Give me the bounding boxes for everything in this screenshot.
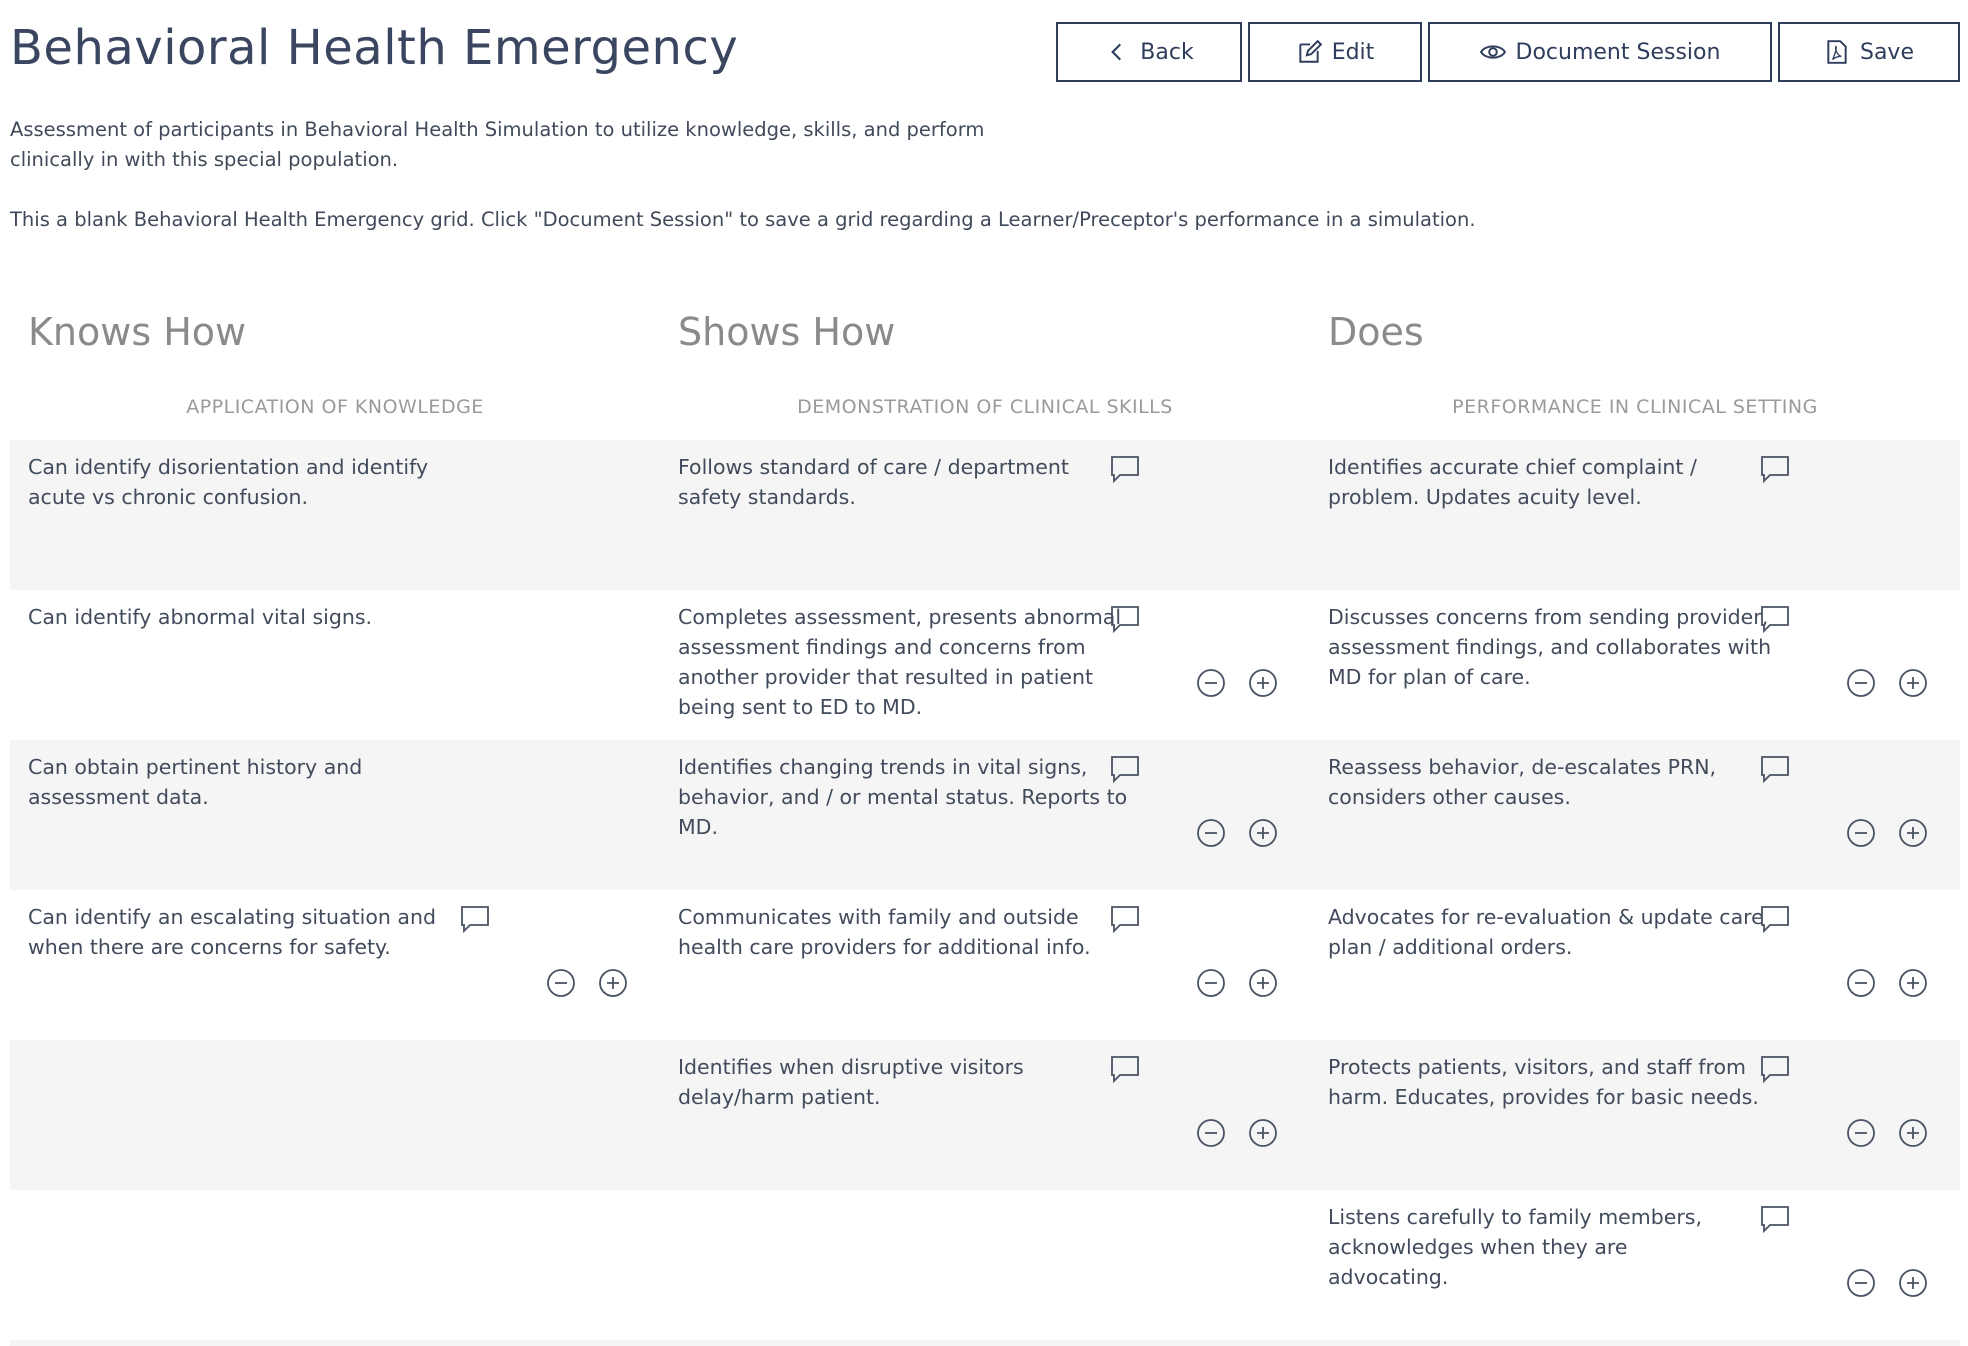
minus-circle-icon[interactable] <box>546 968 576 998</box>
document-session-label: Document Session <box>1515 39 1721 65</box>
back-button-label: Back <box>1140 39 1194 65</box>
edit-icon <box>1296 39 1322 65</box>
cell-knows <box>28 890 648 1040</box>
skill-text: Listens carefully to family members, acknowledges when they are advocating. <box>1328 1205 1702 1289</box>
minus-circle-icon[interactable] <box>1196 1118 1226 1148</box>
cell-does <box>1328 590 1948 740</box>
toolbar <box>1056 22 1960 82</box>
skill-text: Follows standard of care / department safety standards. <box>678 455 1069 509</box>
comment-icon[interactable] <box>1110 605 1140 633</box>
comment-icon[interactable] <box>1760 905 1790 933</box>
comment-icon[interactable] <box>1110 455 1140 483</box>
comment-icon[interactable] <box>1760 1055 1790 1083</box>
cell-knows <box>28 590 648 740</box>
comment-icon[interactable] <box>1760 1205 1790 1233</box>
skill-text: Advocates for re-evaluation & update care plan / additional orders. <box>1328 905 1764 959</box>
edit-button-label: Edit <box>1331 39 1375 65</box>
skill-text: Protects patients, visitors, and staff from harm. Educates, provides for basic needs. <box>1328 1055 1759 1109</box>
cell-does <box>1328 1190 1948 1340</box>
eye-icon <box>1480 39 1506 65</box>
grid-row-5 <box>10 1040 1960 1190</box>
grid-row-2 <box>10 590 1960 740</box>
skill-text: Discusses concerns from sending provider, assessment findings, and collaborates with MD for plan of care. <box>1328 605 1772 689</box>
cell-shows <box>678 590 1298 740</box>
column-subtitle-shows-how: DEMONSTRATION OF CLINICAL SKILLS <box>797 396 1173 418</box>
cell-knows <box>28 440 648 590</box>
cell-does <box>1328 890 1948 1040</box>
comment-icon[interactable] <box>1760 605 1790 633</box>
minus-circle-icon[interactable] <box>1846 1268 1876 1298</box>
page-title: Behavioral Health Emergency <box>10 20 739 76</box>
minus-circle-icon[interactable] <box>1846 1118 1876 1148</box>
cell-knows <box>28 740 648 890</box>
skill-text: Reassess behavior, de-escalates PRN, considers other causes. <box>1328 755 1717 809</box>
cell-does <box>1328 1040 1948 1190</box>
comment-icon[interactable] <box>460 905 490 933</box>
skill-text: Identifies changing trends in vital signs, behavior, and / or mental status. Reports to MD. <box>678 755 1128 839</box>
skill-text: Can identify abnormal vital signs. <box>28 605 373 629</box>
document-session-button[interactable] <box>1428 22 1772 82</box>
skill-text: Identifies when disruptive visitors delay/harm patient. <box>678 1055 1024 1109</box>
grid-row-3 <box>10 740 1960 890</box>
plus-circle-icon[interactable] <box>598 968 628 998</box>
cell-does <box>1328 740 1948 890</box>
grid-row-4 <box>10 890 1960 1040</box>
minus-circle-icon[interactable] <box>1196 818 1226 848</box>
cell-shows <box>678 890 1298 1040</box>
cell-shows <box>678 440 1298 590</box>
skill-text: Can obtain pertinent history and assessment data. <box>28 755 363 809</box>
grid-row-6 <box>10 1190 1960 1340</box>
plus-circle-icon[interactable] <box>1248 818 1278 848</box>
skill-text: Communicates with family and outside health care providers for additional info. <box>678 905 1091 959</box>
skill-text: Identifies accurate chief complaint / problem. Updates acuity level. <box>1328 455 1697 509</box>
minus-circle-icon[interactable] <box>1846 968 1876 998</box>
comment-icon[interactable] <box>1760 455 1790 483</box>
assessment-grid <box>10 440 1960 1340</box>
plus-circle-icon[interactable] <box>1898 818 1928 848</box>
plus-circle-icon[interactable] <box>1248 1118 1278 1148</box>
minus-circle-icon[interactable] <box>1196 668 1226 698</box>
grid-bottom-row <box>10 1340 1960 1346</box>
plus-circle-icon[interactable] <box>1248 968 1278 998</box>
comment-icon[interactable] <box>1110 755 1140 783</box>
plus-circle-icon[interactable] <box>1898 1118 1928 1148</box>
plus-circle-icon[interactable] <box>1898 968 1928 998</box>
minus-circle-icon[interactable] <box>1196 968 1226 998</box>
plus-circle-icon[interactable] <box>1248 668 1278 698</box>
save-button-label: Save <box>1859 39 1914 65</box>
column-subtitle-does: PERFORMANCE IN CLINICAL SETTING <box>1452 396 1818 418</box>
column-title-does: Does <box>1328 310 1424 354</box>
plus-circle-icon[interactable] <box>1898 668 1928 698</box>
instruction-text: This a blank Behavioral Health Emergency grid. Click "Document Session" to save a grid regarding a Learner/Preceptor's performance in a simulation. <box>10 208 1476 231</box>
chevron-left-icon <box>1104 39 1130 65</box>
skill-text: Completes assessment, presents abnormal assessment findings and concerns from another provider that resulted in patient being sent to ED to MD. <box>678 605 1122 719</box>
save-button[interactable] <box>1778 22 1960 82</box>
minus-circle-icon[interactable] <box>1846 818 1876 848</box>
cell-shows <box>678 1040 1298 1190</box>
skill-text: Can identify disorientation and identify acute vs chronic confusion. <box>28 455 429 509</box>
comment-icon[interactable] <box>1110 905 1140 933</box>
comment-icon[interactable] <box>1110 1055 1140 1083</box>
comment-icon[interactable] <box>1760 755 1790 783</box>
skill-text: Can identify an escalating situation and when there are concerns for safety. <box>28 905 436 959</box>
edit-button[interactable] <box>1248 22 1422 82</box>
plus-circle-icon[interactable] <box>1898 1268 1928 1298</box>
column-subtitle-knows-how: APPLICATION OF KNOWLEDGE <box>186 396 484 418</box>
cell-does <box>1328 440 1948 590</box>
cell-shows <box>678 740 1298 890</box>
back-button[interactable] <box>1056 22 1242 82</box>
column-title-knows-how: Knows How <box>28 310 247 354</box>
description-text: Assessment of participants in Behavioral Health Simulation to utilize knowledge, skills, and perform clinically in with this special population. <box>10 118 985 171</box>
column-title-shows-how: Shows How <box>678 310 896 354</box>
pdf-file-icon <box>1824 39 1850 65</box>
minus-circle-icon[interactable] <box>1846 668 1876 698</box>
grid-row-1 <box>10 440 1960 590</box>
